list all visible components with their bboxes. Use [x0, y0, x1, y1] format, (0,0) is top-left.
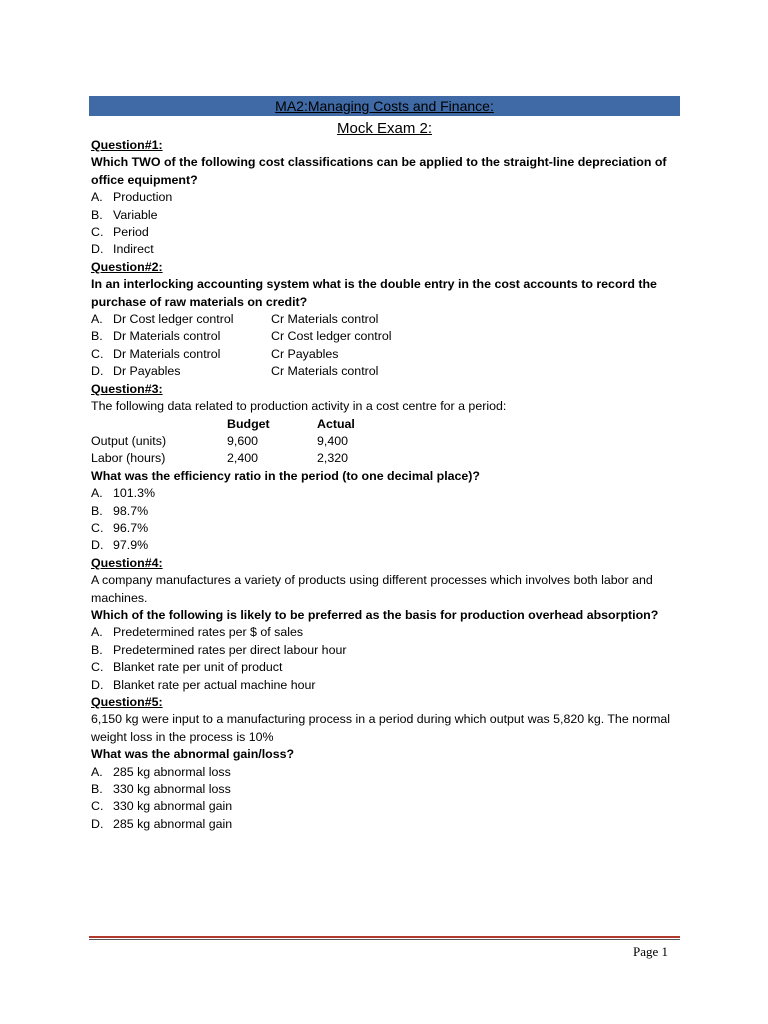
option-5a: [91, 764, 671, 781]
option-letter: B.: [91, 642, 103, 657]
row-actual: 2,320: [317, 451, 349, 466]
option-letter: D.: [91, 538, 104, 553]
option-letter: C.: [91, 346, 104, 361]
option-text: Indirect: [113, 242, 154, 257]
question-1-text: Which TWO of the following cost classifications can be applied to the straight-line depreciation of office equipment?: [91, 155, 667, 187]
option-letter: C.: [91, 660, 104, 675]
option-letter: D.: [91, 364, 104, 379]
option-letter: A.: [91, 625, 103, 640]
option-3b: [91, 503, 671, 520]
option-letter: B.: [91, 329, 103, 344]
option-text: 330 kg abnormal gain: [113, 799, 233, 814]
question-4-title: Question#4:: [91, 555, 163, 570]
option-4b: [91, 642, 671, 659]
option-letter: D.: [91, 677, 104, 692]
option-text: Production: [113, 190, 173, 205]
question-2-title: Question#2:: [91, 259, 163, 274]
question-5: [91, 694, 671, 833]
option-credit: Cr Materials control: [271, 312, 379, 327]
option-text: 285 kg abnormal loss: [113, 764, 231, 779]
row-budget: 2,400: [227, 451, 259, 466]
table-header-budget: Budget: [227, 416, 270, 431]
option-4c: [91, 659, 671, 676]
title-banner: [89, 96, 680, 116]
question-4: [91, 555, 671, 694]
option-debit: Dr Payables: [113, 364, 181, 379]
option-text: Period: [113, 225, 149, 240]
option-3c: [91, 520, 671, 537]
option-debit: Dr Materials control: [113, 329, 221, 344]
option-text: 98.7%: [113, 503, 149, 518]
option-letter: C.: [91, 225, 104, 240]
option-2c: [91, 346, 671, 363]
option-1a: [91, 189, 671, 206]
option-letter: B.: [91, 782, 103, 797]
option-text: Blanket rate per actual machine hour: [113, 677, 316, 692]
option-credit: Cr Payables: [271, 346, 339, 361]
option-text: 97.9%: [113, 538, 149, 553]
question-4-text: Which of the following is likely to be preferred as the basis for production overhead absorption?: [91, 607, 659, 622]
option-letter: A.: [91, 764, 103, 779]
question-5-title: Question#5:: [91, 695, 163, 709]
option-text: Blanket rate per unit of product: [113, 660, 283, 675]
option-5b: [91, 781, 671, 798]
option-letter: D.: [91, 242, 104, 257]
option-letter: D.: [91, 816, 104, 831]
option-debit: Dr Materials control: [113, 346, 221, 361]
option-text: 285 kg abnormal gain: [113, 816, 233, 831]
option-text: Predetermined rates per $ of sales: [113, 625, 304, 640]
option-letter: A.: [91, 190, 103, 205]
question-3-intro: The following data related to production activity in a cost centre for a period:: [91, 399, 507, 414]
question-3-text: What was the efficiency ratio in the period (to one decimal place)?: [91, 468, 480, 483]
option-2d: [91, 363, 671, 380]
option-5c: [91, 798, 671, 815]
option-letter: A.: [91, 486, 103, 501]
option-text: 101.3%: [113, 486, 156, 501]
exam-content: [91, 137, 671, 833]
question-3: [91, 381, 671, 555]
option-3d: [91, 537, 671, 554]
option-text: 96.7%: [113, 520, 149, 535]
option-4a: [91, 624, 671, 641]
question-4-intro: A company manufactures a variety of products using different processes which involves both labor and machines.: [91, 573, 653, 605]
row-label: Output (units): [91, 433, 167, 448]
option-text: Predetermined rates per direct labour hour: [113, 642, 347, 657]
option-letter: C.: [91, 520, 104, 535]
option-4d: [91, 677, 671, 694]
row-label: Labor (hours): [91, 451, 166, 466]
option-letter: B.: [91, 207, 103, 222]
option-1b: [91, 207, 671, 224]
option-5d: [91, 816, 671, 833]
option-1c: [91, 224, 671, 241]
option-letter: C.: [91, 799, 104, 814]
footer-divider-red: [89, 936, 680, 938]
table-header-actual: Actual: [317, 416, 355, 431]
table-header-blank: [91, 416, 227, 433]
option-credit: Cr Materials control: [271, 364, 379, 379]
option-letter: A.: [91, 312, 103, 327]
option-letter: B.: [91, 503, 103, 518]
page-number: Page 1: [632, 944, 668, 959]
page-title: MA2:Managing Costs and Finance:: [275, 98, 494, 114]
option-3a: [91, 485, 671, 502]
question-1-title: Question#1:: [91, 138, 163, 152]
question-5-intro: 6,150 kg were input to a manufacturing process in a period during which output was 5,820 kg. The normal weight loss in the process is 10%: [91, 712, 671, 744]
page-subtitle: Mock Exam 2:: [336, 120, 433, 137]
data-table-header: [91, 416, 671, 433]
row-actual: 9,400: [317, 433, 349, 448]
option-text: Variable: [113, 207, 158, 222]
question-5-text: What was the abnormal gain/loss?: [91, 747, 295, 762]
option-2a: [91, 311, 671, 328]
table-row: [91, 450, 671, 467]
footer-divider-gray: [89, 939, 680, 940]
option-credit: Cr Cost ledger control: [271, 329, 392, 344]
question-3-title: Question#3:: [91, 381, 163, 396]
option-1d: [91, 241, 671, 258]
option-debit: Dr Cost ledger control: [113, 312, 234, 327]
question-1: [91, 137, 671, 259]
question-2: [91, 259, 671, 381]
row-budget: 9,600: [227, 433, 259, 448]
question-2-text: In an interlocking accounting system what is the double entry in the cost accounts to record the purchase of raw materials on credit?: [91, 277, 657, 309]
option-2b: [91, 328, 671, 345]
option-text: 330 kg abnormal loss: [113, 782, 231, 797]
table-row: [91, 433, 671, 450]
